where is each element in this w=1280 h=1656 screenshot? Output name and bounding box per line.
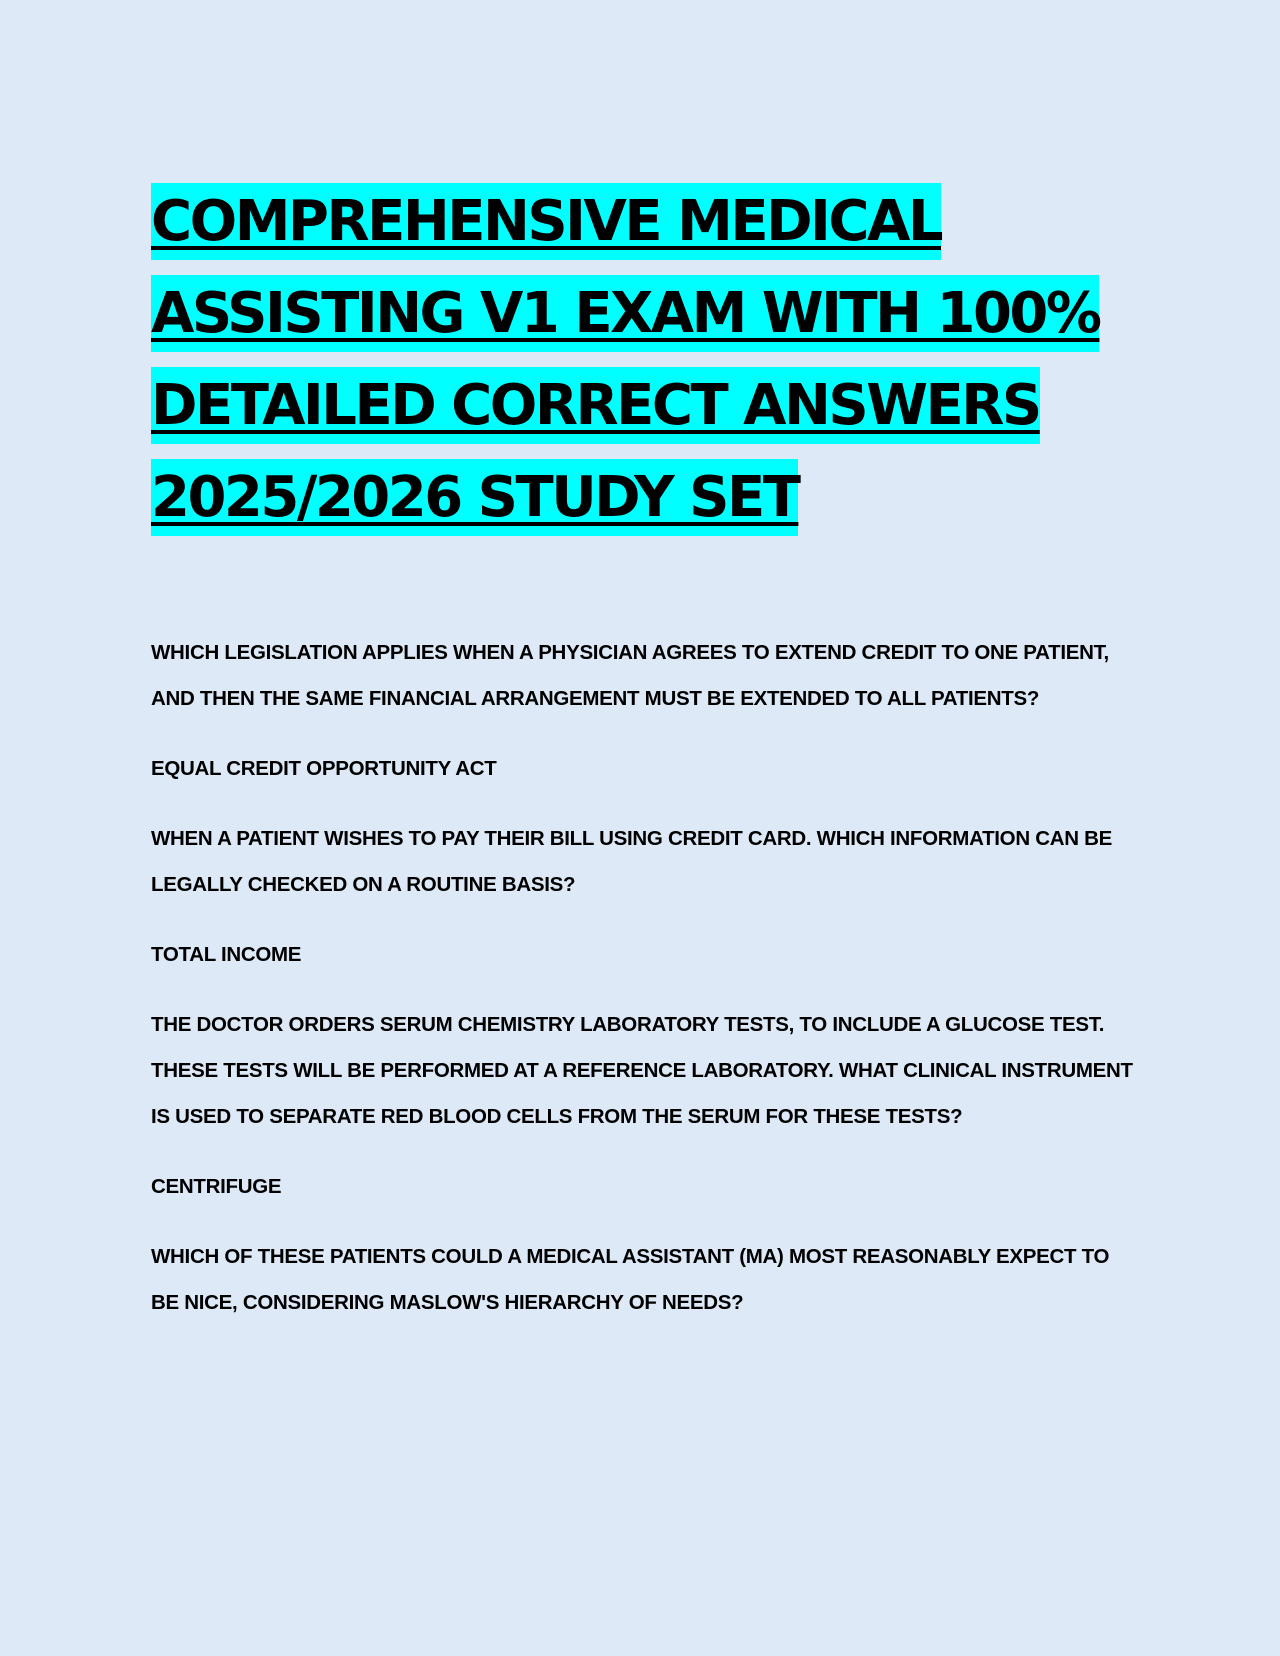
answer-1: EQUAL CREDIT OPPORTUNITY ACT [151, 757, 497, 780]
question-2: WHEN A PATIENT WISHES TO PAY THEIR BILL USING CREDIT CARD. WHICH INFORMATION CAN BE LEGALLY CHECKED ON A ROUTINE BASIS? [151, 827, 1113, 896]
question-3: THE DOCTOR ORDERS SERUM CHEMISTRY LABORATORY TESTS, TO INCLUDE A GLUCOSE TEST. THESE TESTS WILL BE PERFORMED AT A REFERENCE LABORATORY. WHAT CLINICAL INSTRUMENT IS USED TO SEPARATE RED BLOOD CELLS FROM THE SERUM FOR THESE TESTS? [151, 1013, 1133, 1128]
qa-list [151, 630, 1141, 1326]
answer-2: TOTAL INCOME [151, 943, 302, 966]
question-4: WHICH OF THESE PATIENTS COULD A MEDICAL ASSISTANT (MA) MOST REASONABLY EXPECT TO BE NICE, CONSIDERING MASLOW'S HIERARCHY OF NEEDS? [151, 1245, 1110, 1314]
document-title-text: COMPREHENSIVE MEDICAL ASSISTING V1 EXAM WITH 100% DETAILED CORRECT ANSWERS 2025/2026 STUDY SET [151, 183, 1099, 536]
question-1: WHICH LEGISLATION APPLIES WHEN A PHYSICIAN AGREES TO EXTEND CREDIT TO ONE PATIENT, AND THEN THE SAME FINANCIAL ARRANGEMENT MUST BE EXTENDED TO ALL PATIENTS? [151, 641, 1109, 710]
document-page [151, 176, 1141, 1350]
document-title [151, 176, 1141, 544]
answer-3: CENTRIFUGE [151, 1175, 282, 1198]
